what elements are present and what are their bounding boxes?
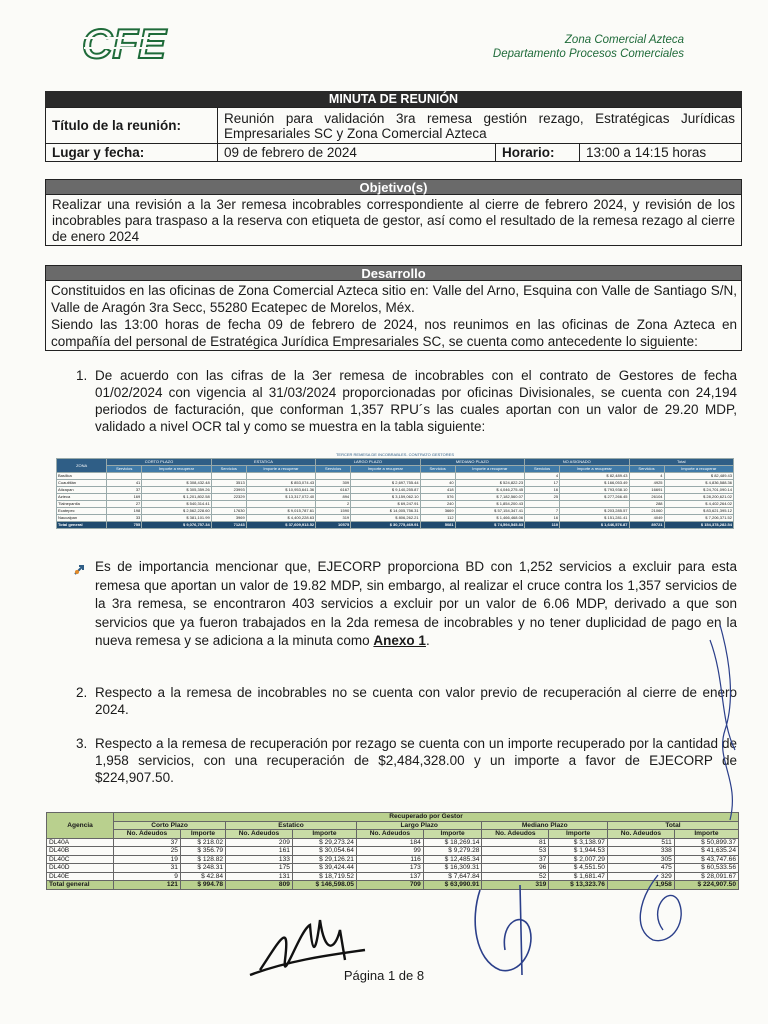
table-cell: DL40E (47, 872, 114, 881)
table1-subheader: Importe a recuperar (455, 466, 524, 473)
table2-subheader-row (47, 830, 739, 839)
table-cell: 169 (107, 494, 142, 501)
table-cell: $ 277,266.45 (560, 494, 629, 501)
table-cell (316, 473, 351, 480)
table1-subheader: Importe a recuperar (560, 466, 629, 473)
page-number: Página 1 de 8 (343, 968, 425, 983)
table-cell: $ 12,485.34 (423, 855, 482, 864)
table-cell: Total general (57, 522, 107, 529)
signature-2 (460, 880, 570, 980)
horario-value: 13:00 a 14:15 horas (580, 144, 742, 162)
table-cell: $ 82,489.43 (664, 473, 733, 480)
table-cell: $ 994.78 (180, 881, 225, 890)
table-cell: 9 (114, 872, 181, 881)
table-cell: 17 (525, 480, 560, 487)
table-cell: 809 (226, 881, 293, 890)
table-cell: Total general (47, 881, 114, 890)
table-cell: $ 305,359.26 (142, 487, 211, 494)
table-cell: $ 30,775,469.91 (351, 522, 420, 529)
table1-subheader: Servicios (629, 466, 664, 473)
signature-3 (618, 870, 698, 950)
table2-group-header: Estatico (226, 821, 357, 830)
table-cell: Azteca (57, 494, 107, 501)
table-cell: 26104 (629, 494, 664, 501)
item3-number: 3. (76, 736, 88, 751)
bullet-end: . (425, 633, 430, 648)
table-cell: 418 (420, 487, 455, 494)
table-cell: $ 218.02 (180, 838, 225, 847)
table-cell: $ 37,609,913.52 (246, 522, 315, 529)
table1-group-header: Total (629, 459, 733, 466)
table-cell: $ 10,953,641.36 (246, 487, 315, 494)
table2-agency-header: Agencia (47, 813, 114, 839)
table1-group-header: LARGO PLAZO (316, 459, 420, 466)
table-cell: $ 1,201,802.58 (142, 494, 211, 501)
table-cell: $ 69,247.91 (351, 501, 420, 508)
table-cell: $ 9,140,255.87 (351, 487, 420, 494)
horario-label: Horario: (496, 144, 580, 162)
table-cell: $ 42.84 (180, 872, 225, 881)
table-cell: 329 (607, 872, 674, 881)
table-cell: $ 2,007.29 (549, 855, 608, 864)
table1-group-header: NO ASIGNADO (525, 459, 629, 466)
table1-subheader: Importe a recuperar (246, 466, 315, 473)
table-cell: $ 24,701,090.14 (664, 487, 733, 494)
item3-text: Respecto a la remesa de recuperación por rezago se cuenta con un importe recuperado por la cantidad de 1,958 servicios, con una recuperación de $2,484,328.00 y un importe a favor de EJECORP de $224,907.50. (95, 736, 737, 785)
table-cell: $ 166,053.49 (560, 480, 629, 487)
item2-text: Respecto a la remesa de incobrables no se cuenta con valor previo de recuperación al cierre de enero 2024. (95, 685, 737, 717)
table-cell: $ 524,822.23 (455, 480, 524, 487)
table-cell: 3513 (211, 480, 246, 487)
desarrollo-intro (51, 282, 737, 350)
table-cell: $ 224,907.50 (674, 881, 738, 890)
table-cell: $ 9,015,787.61 (246, 508, 315, 515)
table-cell: $ 30,054.64 (292, 847, 356, 856)
table-cell: 1590 (316, 508, 351, 515)
table1-subheader-row (57, 466, 734, 473)
table-cell: $ 853,074.43 (246, 480, 315, 487)
table-cell: 198 (107, 508, 142, 515)
table-cell: $ 82,489.43 (560, 473, 629, 480)
table-cell: $ 43,747.66 (674, 855, 738, 864)
table-cell (560, 501, 629, 508)
table-cell: $ 9,076,757.34 (142, 522, 211, 529)
table-cell: 25 (525, 494, 560, 501)
table-cell: $ 4,402,264.02 (664, 501, 733, 508)
table2-subheader: Importe (423, 830, 482, 839)
table-cell: $ 540,314.41 (142, 501, 211, 508)
table-cell: 16691 (629, 487, 664, 494)
table1-group-header: ZONA (57, 459, 107, 473)
table-cell: $ 308,432.48 (142, 480, 211, 487)
table-cell: 209 (226, 838, 293, 847)
table-cell: $ 248.31 (180, 864, 225, 873)
cfe-logo-text: CFE (82, 22, 166, 64)
table-cell: 288 (629, 501, 664, 508)
table-cell: 305 (607, 855, 674, 864)
org-zone: Zona Comercial Azteca (564, 34, 684, 46)
cfe-logo (80, 22, 176, 64)
table1-subheader: Servicios (211, 466, 246, 473)
table-cell: 3969 (211, 515, 246, 522)
table-cell (420, 473, 455, 480)
table-cell: 112 (420, 515, 455, 522)
table-cell: 4 (525, 473, 560, 480)
table-cell: $ 28,091.67 (674, 872, 738, 881)
table-cell: $ 63,990.91 (423, 881, 482, 890)
table1-subheader: Servicios (420, 466, 455, 473)
org-department: Departamento Procesos Comerciales (492, 48, 684, 60)
table-cell: DL40A (47, 838, 114, 847)
table-cell: $ 356.79 (180, 847, 225, 856)
table-cell: 53 (482, 847, 549, 856)
table-cell: 7 (525, 508, 560, 515)
table-cell (525, 501, 560, 508)
table-cell: 755 (107, 522, 142, 529)
table-cell: $ 7,206,371.52 (664, 515, 733, 522)
table-cell: 110 (525, 522, 560, 529)
table-row (47, 838, 739, 847)
table-row (57, 480, 734, 487)
table-cell (107, 473, 142, 480)
table-cell: Tlalnepantla (57, 501, 107, 508)
table1-subheader: Servicios (107, 466, 142, 473)
table-cell: $ 29,126.21 (292, 855, 356, 864)
desarrollo-heading: Desarrollo (45, 265, 742, 281)
table-cell: DL40B (47, 847, 114, 856)
table-row (57, 473, 734, 480)
table2-subheader: No. Adeudos (482, 830, 549, 839)
table-cell: Cuautitlán (57, 480, 107, 487)
intro-location: Constituidos en las oficinas de Zona Comercial Azteca sitio en: Valle del Arno, Esquina con Valle de Santiago S/N, Valle de Aragón 3ra Secc, 55280 Ecatepec de Morelos, Méx. (51, 283, 737, 315)
table-cell: $ 4,836,588.36 (664, 480, 733, 487)
table-cell: $ 83,621,395.12 (664, 508, 733, 515)
table-cell: $ 1,466,468.06 (455, 515, 524, 522)
table-cell: $ 203,285.57 (560, 508, 629, 515)
table-cell: 4 (629, 473, 664, 480)
minuta-title: MINUTA DE REUNIÓN (45, 91, 742, 107)
table-cell: Atizapan (57, 487, 107, 494)
table-cell: 31 (114, 864, 181, 873)
table-cell: $ 14,005,756.31 (351, 508, 420, 515)
table-row (47, 847, 739, 856)
table-cell: 4925 (629, 480, 664, 487)
table-cell: 309 (316, 480, 351, 487)
table-cell: $ 39,424.44 (292, 864, 356, 873)
table-cell: $ 50,899.37 (674, 838, 738, 847)
table-cell (351, 473, 420, 480)
table-cell: $ 154,378,282.54 (664, 522, 733, 529)
anexo-link: Anexo 1 (373, 633, 426, 648)
table-cell: 161 (226, 847, 293, 856)
table-cell: $ 18,269.14 (423, 838, 482, 847)
table-cell: 137 (356, 872, 423, 881)
table-row (57, 494, 734, 501)
table-cell: 89721 (629, 522, 664, 529)
table-cell: 37 (482, 855, 549, 864)
table-cell: Basilica (57, 473, 107, 480)
table2-subheader: No. Adeudos (356, 830, 423, 839)
table-cell (211, 501, 246, 508)
table-cell: $ 18,719.52 (292, 872, 356, 881)
table-row (57, 515, 734, 522)
table-cell: $ 7,182,560.07 (455, 494, 524, 501)
table-cell: 5081 (420, 522, 455, 529)
table-cell: 175 (226, 864, 293, 873)
table-cell: 96 (482, 864, 549, 873)
table1-subheader: Importe a recuperar (142, 466, 211, 473)
table-cell: $ 151,281.41 (560, 515, 629, 522)
table-cell: 16 (525, 515, 560, 522)
table1-subheader: Servicios (316, 466, 351, 473)
table2-subheader: No. Adeudos (114, 830, 181, 839)
item1-number: 1. (76, 368, 88, 383)
lugar-value: 09 de febrero de 2024 (218, 144, 496, 162)
table-cell: 22329 (211, 494, 246, 501)
table-cell: $ 28,200,621.02 (664, 494, 733, 501)
table-cell: $ 74,594,545.83 (455, 522, 524, 529)
table-cell: $ 2,697,755.44 (351, 480, 420, 487)
table-cell: 133 (226, 855, 293, 864)
table-cell: 99 (356, 847, 423, 856)
table-cell: 52 (482, 872, 549, 881)
table2-subheader: Importe (292, 830, 356, 839)
table-row (57, 508, 734, 515)
table-row (47, 855, 739, 864)
table-cell: 2 (316, 501, 351, 508)
table-cell (211, 473, 246, 480)
table-cell: $ 4,551.50 (549, 864, 608, 873)
table-row (57, 487, 734, 494)
table2-subheader: Importe (549, 830, 608, 839)
titulo-label: Título de la reunión: (46, 108, 218, 144)
table-cell: 184 (356, 838, 423, 847)
table-cell: $ 2,562,228.60 (142, 508, 211, 515)
table-cell: 4049 (629, 515, 664, 522)
table-cell (455, 473, 524, 480)
item1-text: De acuerdo con las cifras de la 3er remesa de incobrables con el contrato de Gestores de fecha 01/02/2024 con vigencia al 31/03/2024 proporcionadas por oficinas Divisionales, se cuenta con 24,194 periodos de facturación, que conforman 1,357 RPU´s las cuales aportan con un valor de 29.20 MDP, validado a nivel OCR tal y como se muestra en la tabla siguiente: (95, 368, 737, 434)
table-cell: $ 146,598.05 (292, 881, 356, 890)
table-cell: 131 (226, 872, 293, 881)
table-cell: $ 60,533.56 (674, 864, 738, 873)
table-cell: Naucalpan (57, 515, 107, 522)
table-cell: 33 (107, 515, 142, 522)
org-heading (493, 33, 684, 61)
table1-subheader: Importe a recuperar (664, 466, 733, 473)
table-cell (142, 473, 211, 480)
table-cell: 81 (482, 838, 549, 847)
table1-group-row (57, 459, 734, 466)
table-cell: $ 1,854,200.43 (455, 501, 524, 508)
bullet-text: Es de importancia mencionar que, EJECORP proporciona BD con 1,252 servicios a excluir para esta remesa que aportan un valor de 19.82 MDP, sin embargo, al realizar el cruce contra los 1,357 servicios de la 3ra remesa, se encontraron 403 servicios a excluir por un valor de 6.06 MDP, derivado a que son servicios que ya fueron trabajados en la 2da remesa de incobrables y no tener duplicidad de pago en la nueva remesa y se adiciona a la minuta como (95, 559, 737, 648)
table-cell: 17630 (211, 508, 246, 515)
table-cell: 894 (316, 494, 351, 501)
table-cell: 319 (482, 881, 549, 890)
table-cell: $ 806,262.21 (351, 515, 420, 522)
table2-group-header: Largo Plazo (356, 821, 482, 830)
table-cell: DL40C (47, 855, 114, 864)
table-cell: $ 57,154,347.41 (455, 508, 524, 515)
table-cell: $ 128.82 (180, 855, 225, 864)
table-cell: $ 1,681.47 (549, 872, 608, 881)
table-cell: $ 41,635.24 (674, 847, 738, 856)
table-cell: $ 7,647.84 (423, 872, 482, 881)
table1-title: TERCER REMESA DE INCOBRABLES. CONTRATO GESTORES (335, 452, 455, 457)
table-cell: 240 (420, 501, 455, 508)
table-cell: $ 29,273.24 (292, 838, 356, 847)
table-cell: $ 3,159,062.10 (351, 494, 420, 501)
objetivo-heading: Objetivo(s) (45, 179, 742, 195)
table2-subheader: No. Adeudos (607, 830, 674, 839)
table-cell: 319 (316, 515, 351, 522)
table-cell: 576 (420, 494, 455, 501)
table-cell: 1,958 (607, 881, 674, 890)
table1-group-header: CORTO PLAZO (107, 459, 211, 466)
table-cell: $ 4,400,228.63 (246, 515, 315, 522)
table-cell: 19 (114, 855, 181, 864)
table-cell (246, 501, 315, 508)
incobrables-table (56, 458, 734, 529)
table-cell: $ 9,279.28 (423, 847, 482, 856)
table1-subheader: Servicios (525, 466, 560, 473)
table-cell: 338 (607, 847, 674, 856)
bullet-paragraph (95, 558, 737, 651)
table-row (57, 522, 734, 529)
table-cell: 511 (607, 838, 674, 847)
table-cell: $ 793,938.10 (560, 487, 629, 494)
table-cell: $ 381,101.99 (142, 515, 211, 522)
table-cell: 475 (607, 864, 674, 873)
meeting-info-table (45, 107, 742, 162)
table-cell: 3669 (420, 508, 455, 515)
objetivo-text: Realizar una revisión a la 3er remesa incobrables correspondiente al cierre de febrero 2024, y revisión de los incobrables para traspaso a la reserva con etiqueta de gestor, así como el resultado de la remesa rezago al cierre de enero 2024 (45, 195, 742, 246)
table2-group-header: Corto Plazo (114, 821, 226, 830)
table1-group-header: ESTATICA (211, 459, 315, 466)
table-cell: 16 (525, 487, 560, 494)
table-cell: 709 (356, 881, 423, 890)
table2-subheader: Importe (674, 830, 738, 839)
arrow-bullet-icon (74, 563, 86, 575)
table-cell: 37 (114, 838, 181, 847)
table2-group-row (47, 821, 739, 830)
table-cell: 121 (114, 881, 181, 890)
table-cell: 116 (356, 855, 423, 864)
table-cell: 173 (356, 864, 423, 873)
item2-number: 2. (76, 685, 88, 700)
table-cell: $ 1,944.53 (549, 847, 608, 856)
table2-group-header: Mediano Plazo (482, 821, 608, 830)
table-cell: $ 13,323.76 (549, 881, 608, 890)
table2-subheader: No. Adeudos (226, 830, 293, 839)
table-cell: $ 4,046,275.45 (455, 487, 524, 494)
table-cell: 6167 (316, 487, 351, 494)
titulo-value: Reunión para validación 3ra remesa gestión rezago, Estratégicas Jurídicas Empresariales SC y Zona Comercial Azteca (218, 108, 742, 144)
table-cell: 40 (420, 480, 455, 487)
table2-subheader: Importe (180, 830, 225, 839)
table-row (57, 501, 734, 508)
table1-group-header: MEDIANO PLAZO (420, 459, 524, 466)
table-cell: 37 (107, 487, 142, 494)
table-cell: 25 (114, 847, 181, 856)
table-cell: 27 (107, 501, 142, 508)
table2-title: Recuperado por Gestor (114, 813, 739, 822)
table-cell: 71243 (211, 522, 246, 529)
table-cell: 41 (107, 480, 142, 487)
table-cell: $ 13,317,072.40 (246, 494, 315, 501)
table-cell: $ 1,646,576.87 (560, 522, 629, 529)
table-cell: 10575 (316, 522, 351, 529)
table-cell (246, 473, 315, 480)
table-cell: 23993 (211, 487, 246, 494)
intro-attendance: Siendo las 13:00 horas de fecha 09 de febrero de 2024, nos reunimos en las oficinas de Zona Azteca en compañía del personal de Estratégica Jurídica Empresariales SC, se cuenta como antecedente lo siguiente: (51, 317, 737, 349)
margin-initials (690, 620, 750, 850)
table2-group-header: Total (607, 821, 738, 830)
table-cell: DL40D (47, 864, 114, 873)
table-cell: Ecatepec (57, 508, 107, 515)
table1-subheader: Importe a recuperar (351, 466, 420, 473)
table-cell: 21060 (629, 508, 664, 515)
table-cell: $ 16,309.31 (423, 864, 482, 873)
lugar-label: Lugar y fecha: (46, 144, 218, 162)
table-cell: $ 3,138.97 (549, 838, 608, 847)
table2-title-row (47, 813, 739, 822)
